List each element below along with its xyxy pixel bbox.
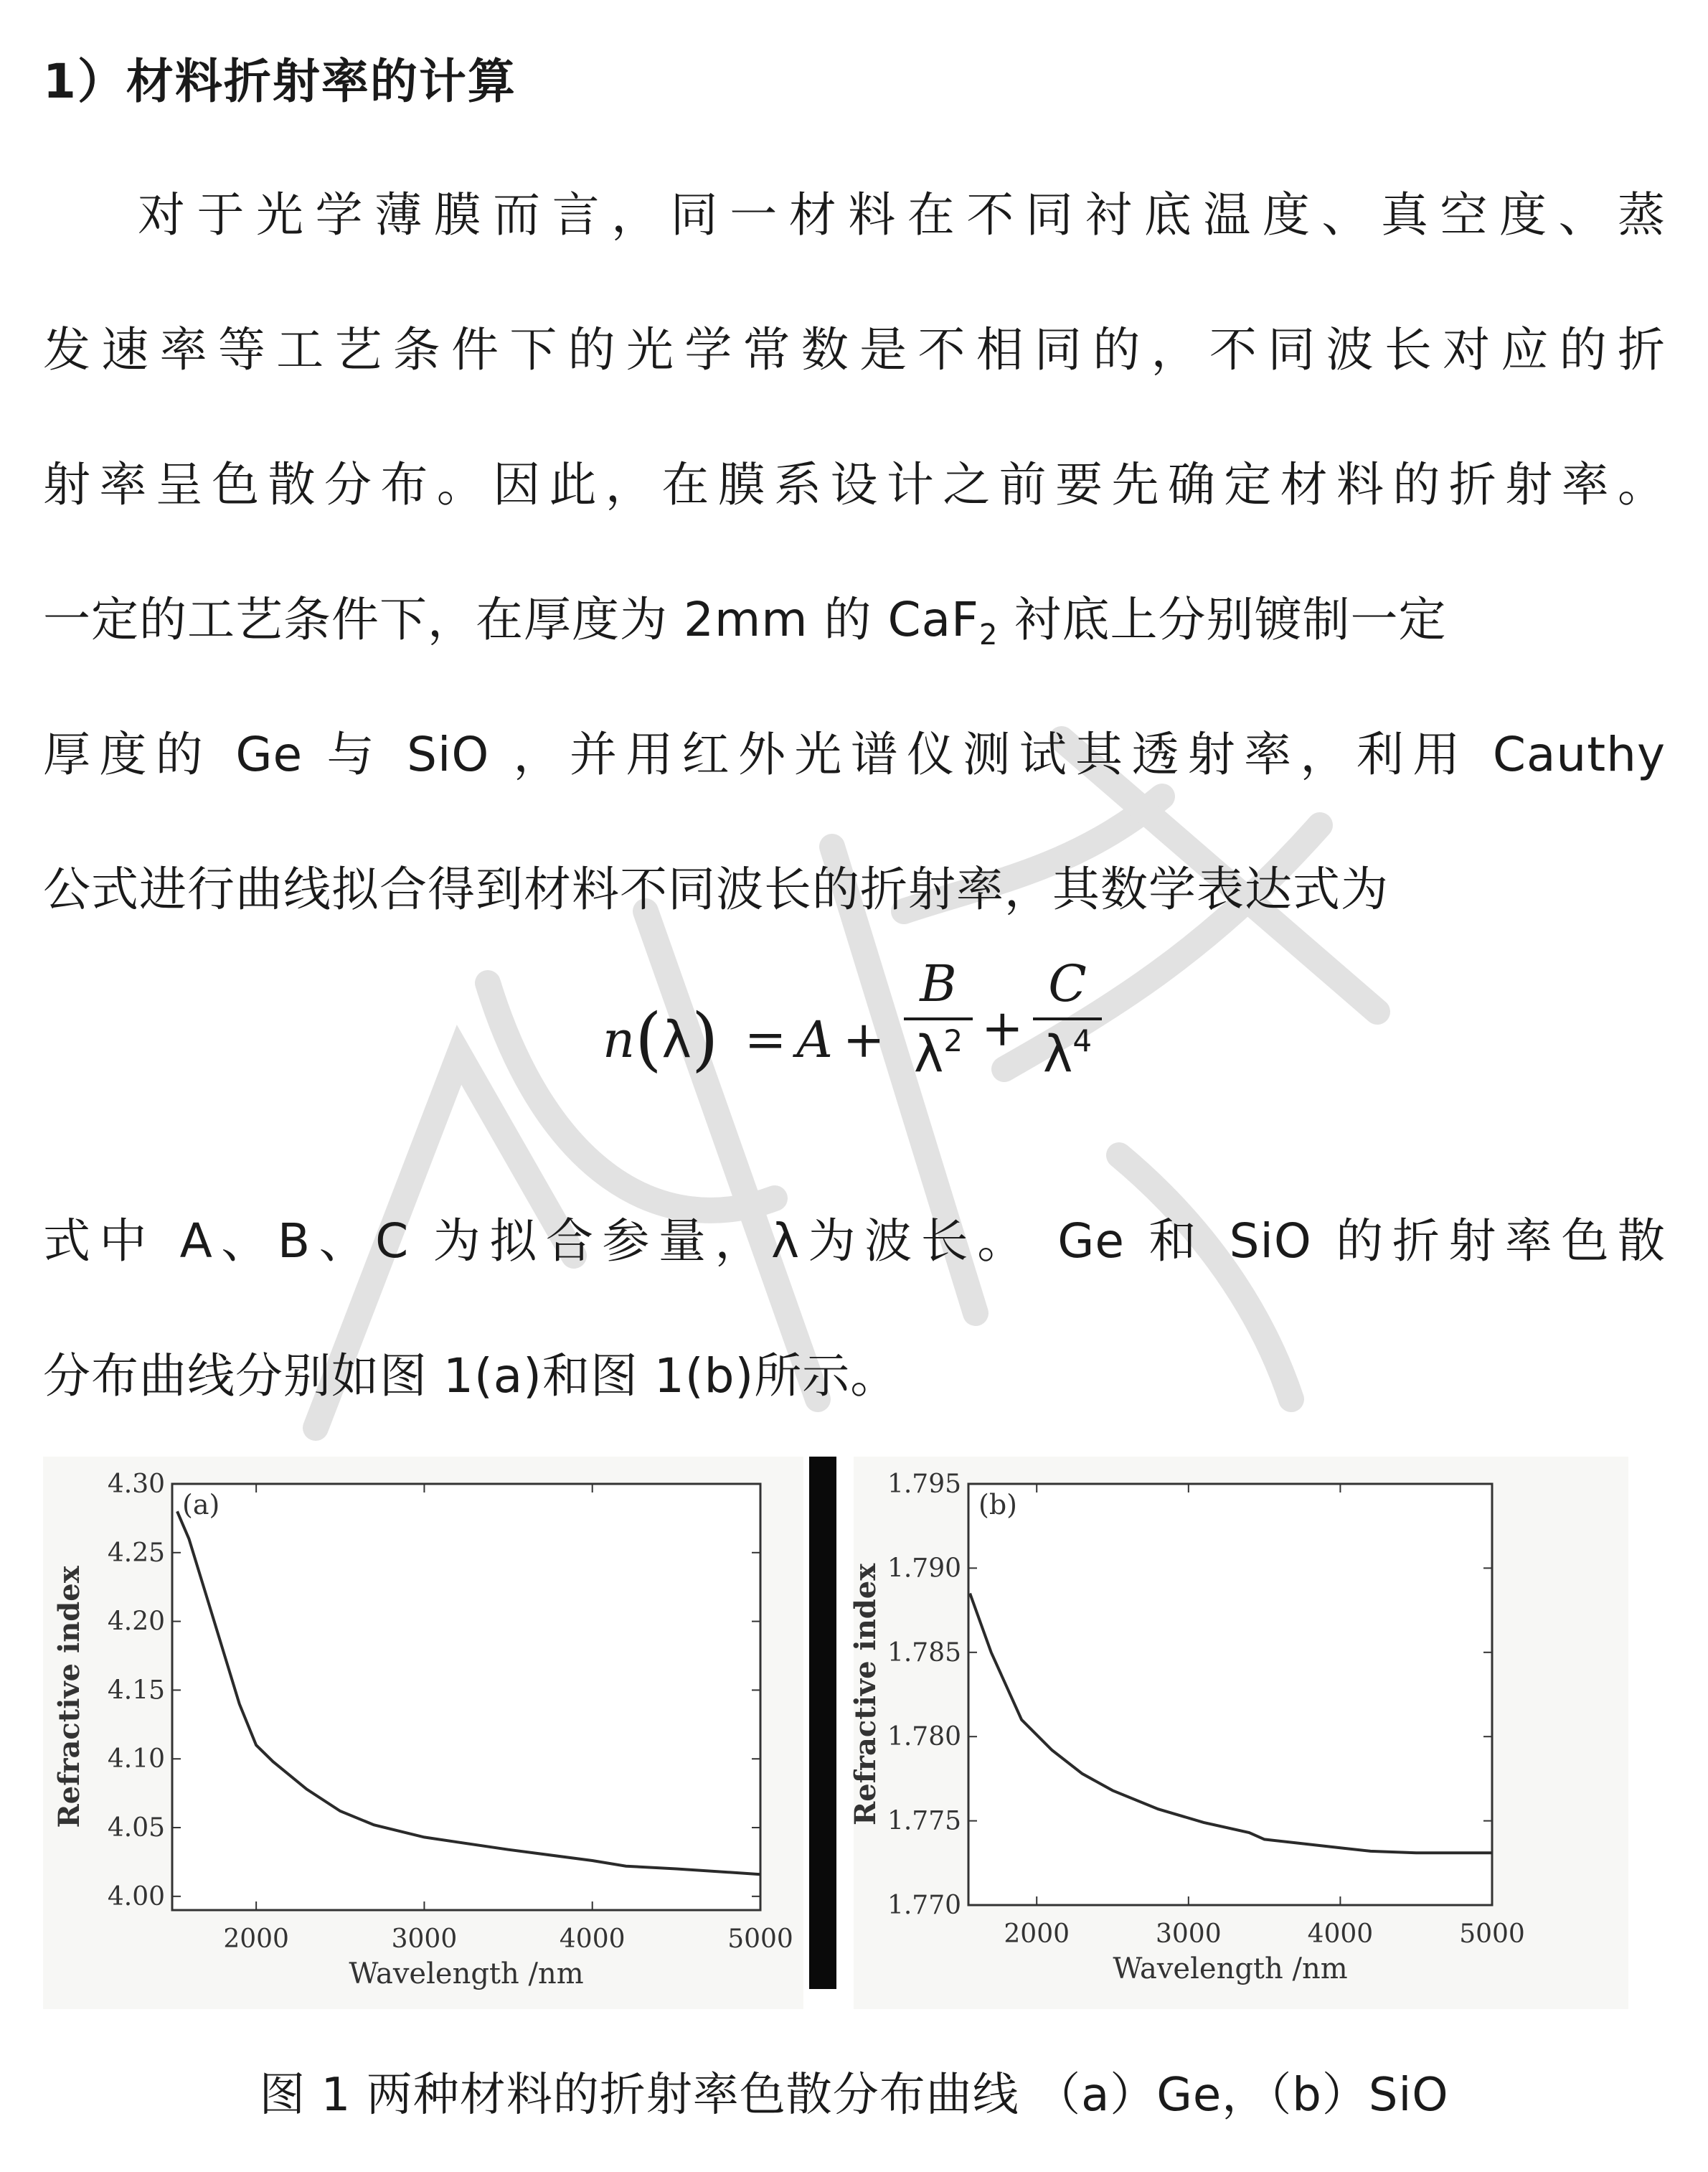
y-axis-label: Refractive index — [849, 1563, 882, 1826]
paragraph-body — [43, 148, 1666, 957]
y-tick-label: 4.30 — [107, 1470, 165, 1499]
paragraph-line: 厚度的 Ge 与 SiO ，并用红外光谱仪测试其透射率，利用 Cauthy — [43, 727, 1666, 782]
section-heading: 1）材料折射率的计算 — [43, 54, 516, 109]
fraction-bar — [904, 1017, 973, 1020]
y-tick-label: 4.20 — [107, 1607, 165, 1637]
y-tick-label: 1.775 — [887, 1806, 961, 1836]
fraction-bar — [1033, 1017, 1102, 1020]
fraction-B — [904, 954, 973, 1083]
y-tick-label: 1.770 — [887, 1891, 961, 1920]
subscript-2: 2 — [979, 619, 999, 652]
paragraph-line-cafe2 — [43, 553, 1666, 687]
y-tick-label: 4.10 — [107, 1744, 165, 1774]
x-tick-label: 4000 — [1307, 1919, 1374, 1949]
formula-plus: + — [842, 1010, 885, 1069]
x-tick-label: 2000 — [1004, 1919, 1070, 1949]
formula-n: n — [603, 1010, 636, 1069]
fraction-C — [1033, 954, 1102, 1083]
x-axis-label: Wavelength /nm — [349, 1957, 584, 1990]
formula-power-4: 4 — [1072, 1023, 1093, 1058]
paragraph-line: 发速率等工艺条件下的光学常数是不相同的，不同波长对应的折 — [43, 322, 1666, 377]
panel-label: (a) — [182, 1489, 220, 1520]
x-tick-label: 3000 — [1155, 1919, 1222, 1949]
y-tick-label: 4.15 — [107, 1675, 165, 1706]
cauchy-formula — [603, 954, 1148, 1127]
formula-lambda: λ — [1042, 1025, 1073, 1083]
paragraph-line: 式中 A、B、C 为拟合参量，λ为波长。 Ge 和 SiO 的折射率色散 — [43, 1213, 1666, 1269]
y-tick-label: 1.780 — [887, 1722, 961, 1752]
paragraph-line: 对于光学薄膜而言，同一材料在不同衬底温度、真空度、蒸 — [138, 187, 1666, 243]
formula-plus: + — [981, 999, 1024, 1058]
x-tick-label: 2000 — [223, 1924, 289, 1954]
paragraph-body-2 — [43, 1174, 1666, 1444]
paragraph-line-tail: 衬底上分别镀制一定 — [1014, 592, 1447, 647]
x-tick-label: 3000 — [391, 1924, 458, 1954]
x-tick-label: 4000 — [559, 1924, 626, 1954]
y-tick-label: 1.785 — [887, 1637, 961, 1668]
x-axis-label: Wavelength /nm — [1113, 1952, 1348, 1985]
formula-C: C — [1048, 954, 1087, 1013]
figure-caption: 图 1 两种材料的折射率色散分布曲线 （a）Ge，（b）SiO — [259, 2069, 1449, 2122]
paragraph-line: 公式进行曲线拟合得到材料不同波长的折射率，其数学表达式为 — [43, 862, 1389, 917]
y-tick-label: 1.795 — [887, 1470, 961, 1499]
formula-paren-close: ) — [691, 999, 719, 1079]
chart-sio — [849, 1457, 1628, 2009]
formula-lambda: λ — [913, 1025, 944, 1083]
formula-power-2: 2 — [943, 1023, 963, 1058]
formula-paren-open: ( — [635, 999, 662, 1079]
plot-frame — [968, 1484, 1492, 1905]
y-axis-label: Refractive index — [52, 1566, 86, 1828]
y-tick-label: 4.00 — [107, 1881, 165, 1912]
formula-A: A — [796, 1010, 833, 1069]
y-tick-label: 1.790 — [887, 1553, 961, 1584]
formula-equals: = — [744, 1010, 787, 1069]
paragraph-line-text: 一定的工艺条件下，在厚度为 2mm 的 CaF — [43, 592, 980, 647]
panel-label: (b) — [978, 1489, 1017, 1520]
paragraph-line: 分布曲线分别如图 1(a)和图 1(b)所示。 — [43, 1348, 899, 1404]
figure-divider — [809, 1457, 836, 1989]
y-tick-label: 4.05 — [107, 1813, 165, 1843]
y-tick-label: 4.25 — [107, 1538, 165, 1568]
plot-frame — [172, 1484, 760, 1910]
chart-ge — [43, 1457, 803, 2009]
x-tick-label: 5000 — [1459, 1919, 1525, 1949]
formula-B: B — [920, 954, 957, 1013]
formula-lambda: λ — [661, 1010, 692, 1069]
paragraph-line: 射率呈色散分布。因此，在膜系设计之前要先确定材料的折射率。 — [43, 457, 1666, 512]
x-tick-label: 5000 — [727, 1924, 793, 1954]
